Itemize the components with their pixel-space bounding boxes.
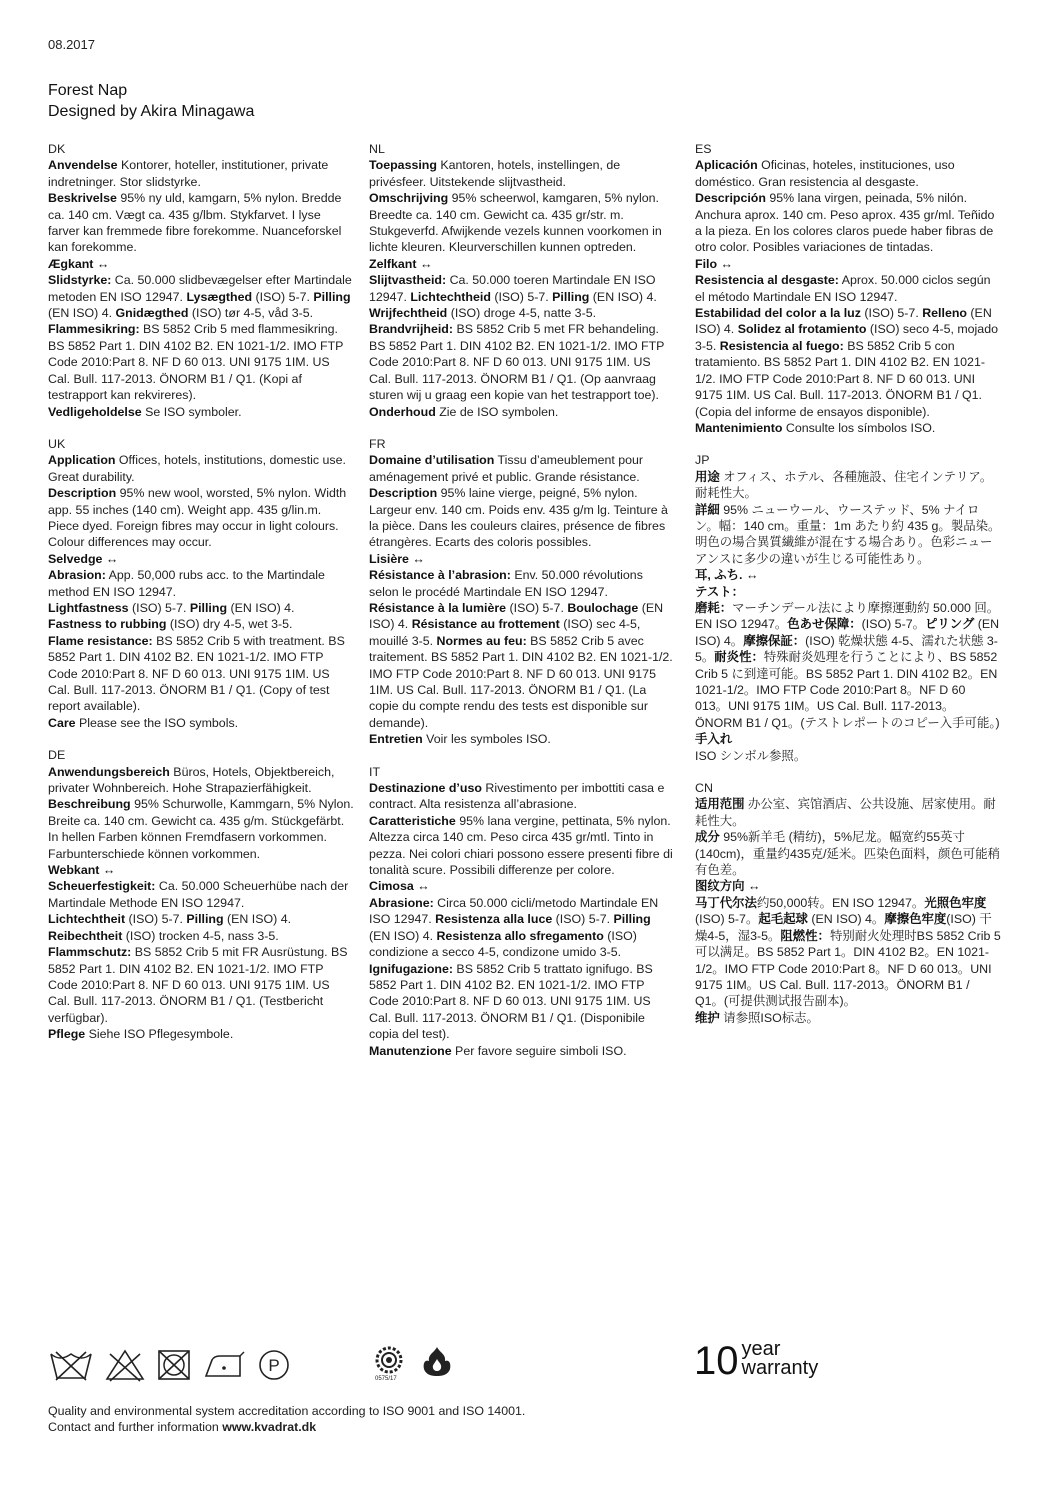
- warranty-text: [742, 1340, 819, 1381]
- certification-code: 0575/17: [375, 1376, 397, 1382]
- section-body: 适用范围 办公室、宾馆酒店、公共设施、居家使用。耐耗性大。 成分 95%新羊毛 (精纺)，5%尼龙。幅宽约55英寸 (140cm)，重量约435克/延米。匹染色面料，颜色可能稍有色差。 图纹方向 ↔ 马丁代尔法约50,000转。EN ISO 12947。光照色牢度 (ISO) 5-7。起毛起球 (EN ISO) 4。摩擦色牢度(ISO) 干燥4-5，湿3-5。阻燃性：特别耐火处理时BS 5852 Crib 5 可以满足。BS 5852 Part 1。DIN 4102 B2。EN 1021-1/2。IMO FTP Code 2010:Part 8。NF D 60 013。UNI 9175 1IM。US Cal. Bull. 117-2013。ÖNORM B1 / Q1。(可提供测试报告副本)。 维护 请参照ISO标志。: [695, 797, 1001, 1025]
- section-nl: [369, 141, 675, 420]
- column-right: [695, 141, 1001, 1042]
- language-code: ES: [695, 142, 712, 156]
- section-de: [48, 747, 354, 1042]
- section-dk: [48, 141, 354, 420]
- section-body: Anwendungsbereich Büros, Hotels, Objektbereich, privater Wohnbereich. Hohe Strapazierfähigkeit. Beschreibung 95% Schurwolle, Kammgarn, 5% Nylon. Breite ca. 140 cm. Gewicht ca. 435 g/m. Stückgefärbt. In hellen Farben können Fremdfasern vorkommen. Farbunterschiede können vorkommen. Webkant ↔ Scheuerfestigkeit: Ca. 50.000 Scheuerhübe nach der Martindale Methode EN ISO 12947. Lichtechtheit (ISO) 5-7. Pilling (EN ISO) 4. Reibechtheit (ISO) trocken 4-5, nass 3-5. Flammschutz: BS 5852 Crib 5 mit FR Ausrüstung. BS 5852 Part 1. DIN 4102 B2. EN 1021-1/2. IMO FTP Code 2010:Part 8. NF D 60 013. UNI 9175 1IM. US Cal. Bull. 117-2013. ÖNORM B1 / Q1. (Testbericht verfügbar). Pflege Siehe ISO Pflegesymbole.: [48, 764, 354, 1042]
- language-code: DK: [48, 142, 66, 156]
- bleach-none-icon: [104, 1348, 146, 1382]
- care-symbols: [48, 1348, 292, 1382]
- section-body: Application Offices, hotels, institutions, domestic use. Great durability. Description 95% new wool, worsted, 5% nylon. Width app. 55 inches (140 cm). Weight app. 435 g/lin.m. Piece dyed. Foreign fibres may occur in light colours. Colour differences may occur. Selvedge ↔ Abrasion: App. 50,000 rubs acc. to the Martindale method EN ISO 12947. Lightfastness (ISO) 5-7. Pilling (EN ISO) 4. Fastness to rubbing (ISO) dry 4-5, wet 3-5. Flame resistance: BS 5852 Crib 5 with treatment. BS 5852 Part 1. DIN 4102 B2. EN 1021-1/2. IMO FTP Code 2010:Part 8. NF D 60 013. UNI 9175 1IM. US Cal. Bull. 117-2013. ÖNORM B1 / Q1. (Copy of test report available). Care Please see the ISO symbols.: [48, 453, 347, 730]
- iron-low-icon: [202, 1348, 246, 1382]
- language-code: DE: [48, 748, 66, 763]
- section-body: 用途 オフィス、ホテル、各種施設、住宅インテリア。耐耗性大。 詳細 95% ニューウール、ウーステッド、5% ナイロン。幅：140 cm。重量：1m あたり約 435 g。製品染。明色の場合異質繊維が混在する場合あり。色彩ニューアンスに多少の違いが生じる可能性あり。 耳, ふち. ↔ テスト： 磨耗：マーチンデール法により摩擦運動約 50.000 回。EN ISO 12947。色あせ保障：(ISO) 5-7。ピリング (EN ISO) 4。摩擦保証：(ISO) 乾燥状態 4-5、濡れた状態 3-5。耐炎性：特殊耐炎処理を行うことにより、BS 5852 Crib 5 に到達可能。BS 5852 Part 1. DIN 4102 B2。EN 1021-1/2。IMO FTP Code 2010:Part 8。NF D 60 013。UNI 9175 1IM。US Cal. Bull. 117-2013。ÖNORM B1 / Q1。(テストレポートのコピー入手可能。) 手入れ ISO シンボル参照。: [695, 469, 1001, 763]
- section-fr: [369, 436, 675, 748]
- section-body: Domaine d’utilisation Tissu d’ameublement pour aménagement privé et public. Grande résistance. Description 95% laine vierge, peigné, 5% nylon. Largeur env. 140 cm. Poids env. 435 g/m lg. Teinture à la pièce. Dans les couleurs claires, présence de fibres étrangères. Ecarts des coloris possibles. Lisière ↔ Résistance à l’abrasion: Env. 50.000 révolutions selon le procédé Martindale EN ISO 12947. Résistance à la lumière (ISO) 5-7. Boulochage (EN ISO) 4. Résistance au frottement (ISO) sec 4-5, mouillé 3-5. Normes au feu: BS 5852 Crib 5 avec traitement. BS 5852 Part 1. DIN 4102 B2. EN 1021-1/2. IMO FTP Code 2010:Part 8. NF D 60 013. UNI 9175 1IM. US Cal. Bull. 117-2013. ÖNORM B1 / Q1. (La copie du compte rendu des tests est disponible sur demande). Entretien Voir les symboles ISO.: [369, 453, 673, 747]
- column-middle: [369, 141, 675, 1075]
- wash-none-icon: [48, 1348, 94, 1382]
- eu-flower-ecolabel-icon: [372, 1345, 406, 1375]
- language-code: IT: [369, 764, 381, 779]
- footer-contact: [48, 1419, 525, 1435]
- warranty-badge: [694, 1340, 818, 1381]
- column-left: [48, 141, 354, 1059]
- section-es: [695, 141, 1001, 436]
- tumble-dry-none-icon: [156, 1348, 192, 1382]
- footer-accreditation: Quality and environmental system accreditation according to ISO 9001 and ISO 14001.: [48, 1404, 526, 1418]
- section-cn: [695, 780, 1001, 1026]
- section-body: Destinazione d’uso Rivestimento per imbottiti casa e contract. Alta resistenza all’abrasione. Caratteristiche 95% lana vergine, pettinata, 5% nylon. Altezza circa 140 cm. Peso circa 435 gr/mtl. Tinto in pezza. Nei colori chiari possono essere presenti fibre di tonalità scure. Possibili differenze per colore. Cimosa ↔ Abrasione: Circa 50.000 cicli/metodo Martindale EN ISO 12947. Resistenza alla luce (ISO) 5-7. Pilling (EN ISO) 4. Resistenza allo sfregamento (ISO) condizione a secco 4-5, condizone umido 3-5. Ignifugazione: BS 5852 Crib 5 trattato ignifugo. BS 5852 Part 1. DIN 4102 B2. EN 1021-1/2. IMO FTP Code 2010:Part 8. NF D 60 013. UNI 9175 1IM. US Cal. Bull. 117-2013. ÖNORM B1 / Q1. (Disponibile copia del test). Manutenzione Per favore seguire simboli ISO.: [369, 781, 673, 1058]
- section-body: Aplicación Oficinas, hoteles, instituciones, uso doméstico. Gran resistencia al desgaste. Descripción 95% lana virgen, peinada, 5% nilón. Anchura aprox. 140 cm. Peso aprox. 435 gr/ml. Teñido a la pieza. En los colores claros puede haber fibras de otro color. Posibles variaciones de tintadas. Filo ↔ Resistencia al desgaste: Aprox. 50.000 ciclos según el método Martindale EN ISO 12947. Estabilidad del color a la luz (ISO) 5-7. Relleno (EN ISO) 4. Solidez al frotamiento (ISO) seco 4-5, mojado 3-5. Resistencia al fuego: BS 5852 Crib 5 con tratamiento. BS 5852 Part 1. DIN 4102 B2. EN 1021-1/2. IMO FTP Code 2010:Part 8. NF D 60 013. UNI 9175 1IM. US Cal. Bull. 117-2013. ÖNORM B1 / Q1. (Copia del informe de ensayos disponible). Mantenimiento Consulte los símbolos ISO.: [695, 158, 998, 435]
- footer-contact-text: Contact and further information: [48, 1420, 223, 1434]
- dry-clean-p-icon: [256, 1348, 292, 1382]
- section-jp: [695, 452, 1001, 764]
- title-block: [48, 80, 254, 122]
- document-date: 08.2017: [48, 37, 95, 52]
- footer: [48, 1403, 525, 1435]
- product-designer: Designed by Akira Minagawa: [48, 103, 255, 120]
- svg-text:P: P: [268, 1356, 280, 1375]
- warranty-number: 10: [694, 1339, 739, 1383]
- section-body: Anvendelse Kontorer, hoteller, institutioner, private indretninger. Stor slidstyrke. Beskrivelse 95% ny uld, kamgarn, 5% nylon. Bredde ca. 140 cm. Vægt ca. 435 g/lbm. Stykfarvet. I lyse farver kan fremmede fibre forekomme. Nuanceforskel kan forekomme. Ægkant ↔ Slidstyrke: Ca. 50.000 slidbevægelser efter Martindale metoden EN ISO 12947. Lysægthed (ISO) 5-7. Pilling (EN ISO) 4. Gnidægthed (ISO) tør 4-5, våd 3-5. Flammesikring: BS 5852 Crib 5 med flammesikring. BS 5852 Part 1. DIN 4102 B2. EN 1021-1/2. IMO FTP Code 2010:Part 8. NF D 60 013. UNI 9175 1IM. US Cal. Bull. 117-2013. ÖNORM B1 / Q1. (Kopi af testrapport kan rekvireres). Vedligeholdelse Se ISO symboler.: [48, 158, 352, 419]
- footer-website-link[interactable]: www.kvadrat.dk: [222, 1420, 317, 1434]
- language-code: CN: [695, 781, 713, 796]
- section-uk: [48, 436, 354, 731]
- language-code: FR: [369, 436, 386, 451]
- certification-symbols: [372, 1345, 454, 1377]
- warranty-line-2: warranty: [741, 1357, 819, 1379]
- section-it: [369, 764, 675, 1059]
- warranty-line-1: year: [741, 1338, 781, 1360]
- flame-retardant-icon: [420, 1345, 454, 1377]
- section-body: Toepassing Kantoren, hotels, instellingen, de privésfeer. Uitstekende slijtvastheid. Omschrijving 95% scheerwol, kamgaren, 5% nylon. Breedte ca. 140 cm. Gewicht ca. 435 gr/str. m. Stukgeverfd. Afwijkende vezels kunnen voorkomen in lichte kleuren. Kleurverschillen kunnen optreden. Zelfkant ↔ Slijtvastheid: Ca. 50.000 toeren Martindale EN ISO 12947. Lichtechtheid (ISO) 5-7. Pilling (EN ISO) 4. Wrijfechtheid (ISO) droge 4-5, natte 3-5. Brandvrijheid: BS 5852 Crib 5 met FR behandeling. BS 5852 Part 1. DIN 4102 B2. EN 1021-1/2. IMO FTP Code 2010:Part 8. NF D 60 013. UNI 9175 1IM. US Cal. Bull. 117-2013. ÖNORM B1 / Q1. (Op aanvraag sturen wij u graag een kopie van het testrapport toe). Onderhoud Zie de ISO symbolen.: [369, 158, 665, 419]
- product-title: Forest Nap: [48, 82, 128, 99]
- language-code: NL: [369, 142, 385, 156]
- language-code: JP: [695, 453, 710, 468]
- language-code: UK: [48, 436, 66, 451]
